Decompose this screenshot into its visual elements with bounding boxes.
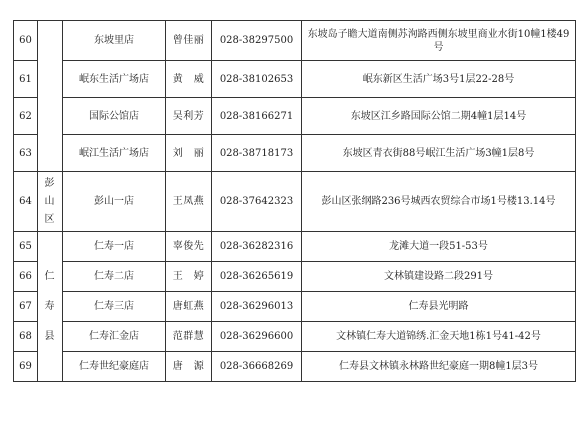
store-address: 东坡区青衣街88号岷江生活广场3幢1层8号 [302, 135, 576, 172]
phone-number: 028-38718173 [212, 135, 302, 172]
contact-name: 王 婷 [166, 262, 212, 292]
phone-number: 028-36296600 [212, 322, 302, 352]
row-number: 67 [14, 292, 38, 322]
phone-number: 028-38166271 [212, 98, 302, 135]
region-char: 仁 [44, 270, 56, 282]
table-row [14, 172, 576, 232]
store-address: 文林镇仁寿大道锦绣.汇金天地1栋1号41-42号 [302, 322, 576, 352]
region-char: 寿 [44, 300, 56, 312]
region-char: 山 [44, 195, 56, 207]
contact-name: 王凤燕 [166, 172, 212, 232]
table-row [14, 98, 576, 135]
store-name: 仁寿一店 [63, 232, 166, 262]
row-number: 61 [14, 61, 38, 98]
phone-number: 028-38297500 [212, 21, 302, 61]
region-cell-dongpo [38, 21, 63, 172]
store-name: 国际公馆店 [63, 98, 166, 135]
phone-number: 028-38102653 [212, 61, 302, 98]
table-row [14, 352, 576, 382]
store-name: 仁寿三店 [63, 292, 166, 322]
phone-number: 028-36265619 [212, 262, 302, 292]
contact-name: 范群慧 [166, 322, 212, 352]
table-row [14, 21, 576, 61]
store-address: 仁寿县文林镇永林路世纪豪庭一期8幢1层3号 [302, 352, 576, 382]
contact-name: 曾佳丽 [166, 21, 212, 61]
row-number: 69 [14, 352, 38, 382]
phone-number: 028-37642323 [212, 172, 302, 232]
row-number: 63 [14, 135, 38, 172]
contact-name: 辜俊先 [166, 232, 212, 262]
row-number: 62 [14, 98, 38, 135]
table-row [14, 292, 576, 322]
store-address: 文林镇建设路二段291号 [302, 262, 576, 292]
store-name: 仁寿世纪豪庭店 [63, 352, 166, 382]
store-address: 彭山区张纲路236号城西农贸综合市场1号楼13.14号 [302, 172, 576, 232]
table-row [14, 135, 576, 172]
table-row [14, 322, 576, 352]
phone-number: 028-36296013 [212, 292, 302, 322]
contact-name: 黄 威 [166, 61, 212, 98]
table-row [14, 262, 576, 292]
region-cell-renshou [38, 232, 63, 382]
region-char: 区 [44, 213, 56, 225]
contact-name: 吴利芳 [166, 98, 212, 135]
table-row [14, 232, 576, 262]
store-name: 仁寿汇金店 [63, 322, 166, 352]
store-address: 仁寿县光明路 [302, 292, 576, 322]
store-name: 彭山一店 [63, 172, 166, 232]
region-cell-pengshan [38, 172, 63, 232]
store-directory-table [13, 20, 576, 382]
contact-name: 刘 丽 [166, 135, 212, 172]
region-char: 彭 [44, 177, 56, 189]
row-number: 68 [14, 322, 38, 352]
store-address: 东坡岛子瞻大道南侧苏洵路西侧东坡里商业水街10幢1楼49号 [302, 21, 576, 61]
phone-number: 028-36668269 [212, 352, 302, 382]
row-number: 64 [14, 172, 38, 232]
store-address: 岷东新区生活广场3号1层22-28号 [302, 61, 576, 98]
store-name: 岷东生活广场店 [63, 61, 166, 98]
table-row [14, 61, 576, 98]
store-name: 仁寿二店 [63, 262, 166, 292]
contact-name: 唐虹燕 [166, 292, 212, 322]
store-address: 龙滩大道一段51-53号 [302, 232, 576, 262]
store-name: 东坡里店 [63, 21, 166, 61]
store-name: 岷江生活广场店 [63, 135, 166, 172]
phone-number: 028-36282316 [212, 232, 302, 262]
contact-name: 唐 源 [166, 352, 212, 382]
row-number: 60 [14, 21, 38, 61]
region-char: 县 [44, 330, 56, 342]
row-number: 65 [14, 232, 38, 262]
row-number: 66 [14, 262, 38, 292]
store-address: 东坡区江乡路国际公馆二期4幢1层14号 [302, 98, 576, 135]
